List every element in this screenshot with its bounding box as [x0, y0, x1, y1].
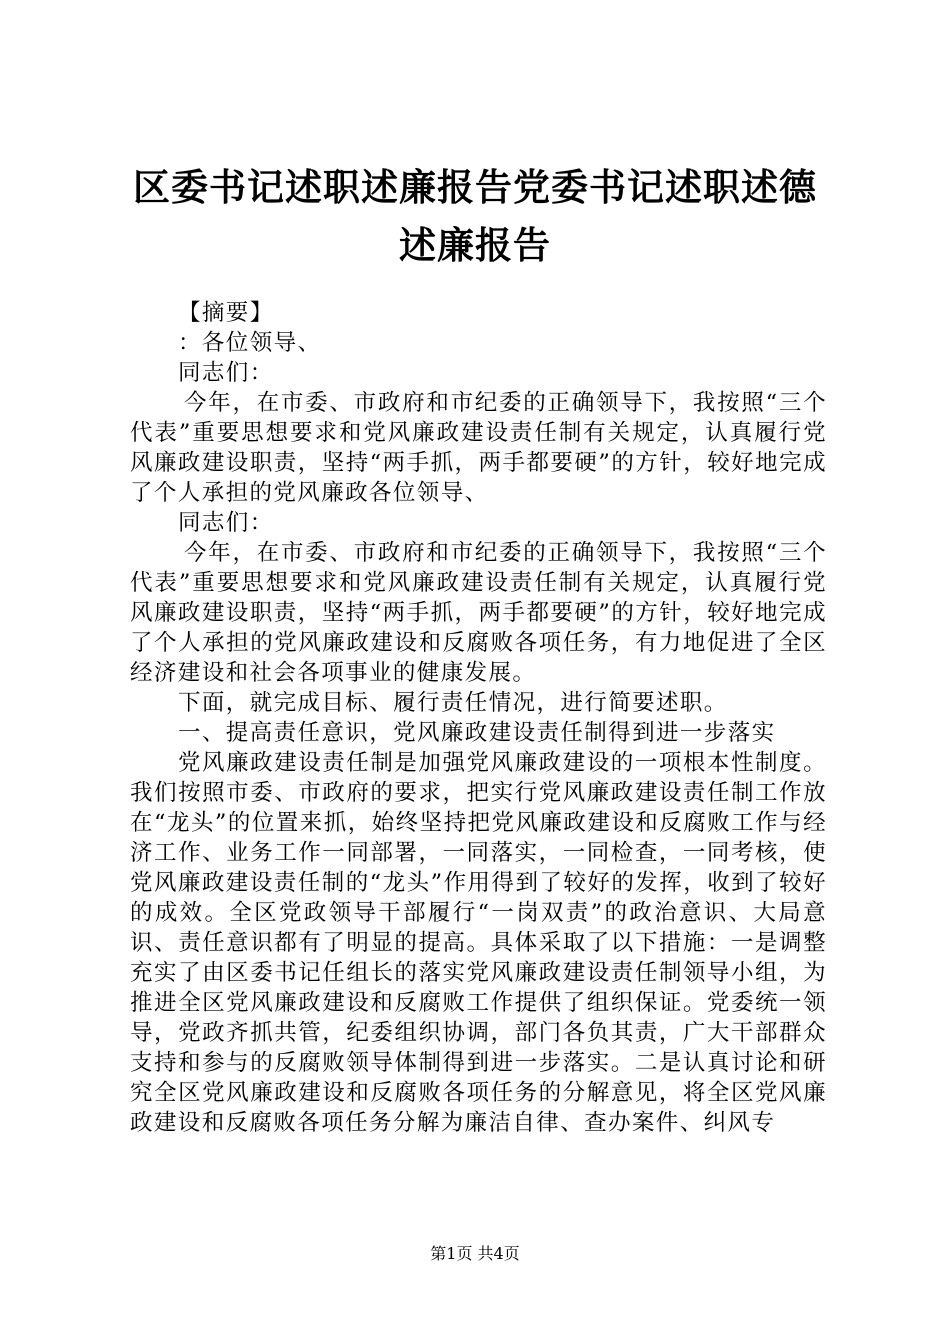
salutation-comrades: 同志们：	[178, 510, 274, 536]
abstract-label: 【摘要】	[178, 300, 274, 326]
body-paragraph: 今年，在市委、市政府和市纪委的正确领导下，我按照“三个代表”重要思想要求和党风廉政建设责任制有关规定，认真履行党风廉政建设职责，坚持“两手抓，两手都要硬”的方针，较好地完成了个人承担的党风廉政各位领导、	[130, 390, 827, 506]
body-paragraph: 党风廉政建设责任制是加强党风廉政建设的一项根本性制度。我们按照市委、市政府的要求，把实行党风廉政建设责任制工作放在“龙头”的位置来抓，始终坚持把党风廉政建设和反腐败工作与经济工作、业务工作一同部署，一同落实，一同检查，一同考核，使党风廉政建设责任制的“龙头”作用得到了较好的发挥，收到了较好的成效。全区党政领导干部履行“一岗双责”的政治意识、大局意识、责任意识都有了明显的提高。具体采取了以下措施：一是调整充实了由区委书记任组长的落实党风廉政建设责任制领导小组，为推进全区党风廉政建设和反腐败工作提供了组织保证。党委统一领导，党政齐抓共管，纪委组织协调，部门各负其责，广大干部群众支持和参与的反腐败领导体制得到进一步落实。二是认真讨论和研究全区党风廉政建设和反腐败各项任务的分解意见，将全区党风廉政建设和反腐败各项任务分解为廉洁自律、查办案件、纠风专	[130, 750, 827, 1136]
body-paragraph: 今年，在市委、市政府和市纪委的正确领导下，我按照“三个代表”重要思想要求和党风廉政建设责任制有关规定，认真履行党风廉政建设职责，坚持“两手抓，两手都要硬”的方针，较好地完成了个人承担的党风廉政建设和反腐败各项任务，有力地促进了全区经济建设和社会各项事业的健康发展。	[130, 540, 827, 686]
document-body	[130, 298, 827, 1138]
body-paragraph: 下面，就完成目标、履行责任情况，进行简要述职。	[178, 690, 728, 716]
document-title: 区委书记述职述廉报告党委书记述职述德述廉报告	[133, 165, 817, 267]
salutation-comrades: 同志们：	[178, 360, 274, 386]
page-footer: 第1页 共4页	[430, 1244, 520, 1263]
salutation-leaders: ：各位领导、	[178, 330, 322, 356]
section-heading: 一、提高责任意识，党风廉政建设责任制得到进一步落实	[178, 720, 776, 746]
